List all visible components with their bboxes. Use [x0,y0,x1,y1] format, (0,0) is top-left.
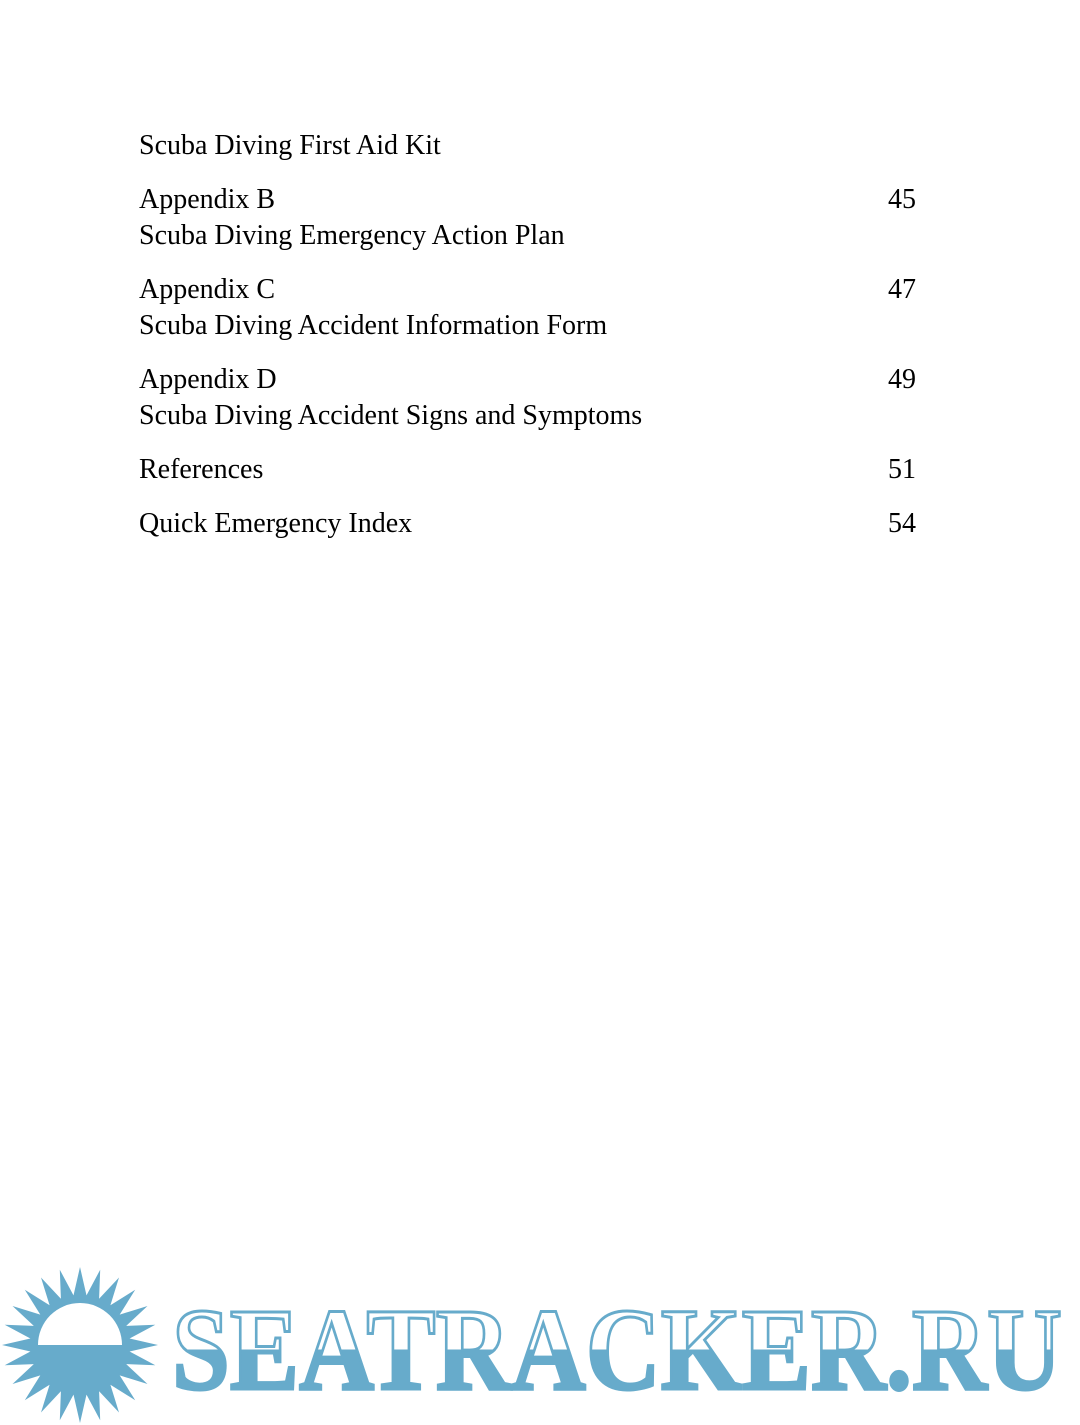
toc-entry-references [139,452,916,488]
toc-entry-title: Quick Emergency Index [139,508,413,539]
toc-entry-title: Scuba Diving First Aid Kit [139,130,441,161]
toc-entry-page: 47 [888,274,916,305]
toc-entry-page: 45 [888,184,916,215]
toc-entry-quick-emergency-index [139,506,916,542]
toc-entry-page: 49 [888,364,916,395]
toc-entry-label: Appendix B [139,184,276,215]
toc-entry-title: Scuba Diving Accident Signs and Symptoms [139,400,643,431]
toc-entry-appendix-b [139,182,916,254]
toc-entry-appendix-d [139,362,916,434]
toc-entry-page: 51 [888,454,916,485]
sun-icon [2,1267,158,1423]
table-of-contents [139,128,916,560]
toc-entry-title: Scuba Diving Emergency Action Plan [139,220,565,251]
toc-entry-title: References [139,454,264,485]
toc-entry-label: Appendix D [139,364,277,395]
toc-entry-page: 54 [888,508,916,539]
toc-entry-title: Scuba Diving Accident Information Form [139,310,608,341]
toc-entry-appendix-c [139,272,916,344]
toc-entry-label: Appendix C [139,274,276,305]
seatracker-watermark-logo [0,1262,1080,1425]
watermark-text: SEATRACKER.RU [172,1284,1062,1415]
toc-entry-first-aid-kit [139,128,916,164]
